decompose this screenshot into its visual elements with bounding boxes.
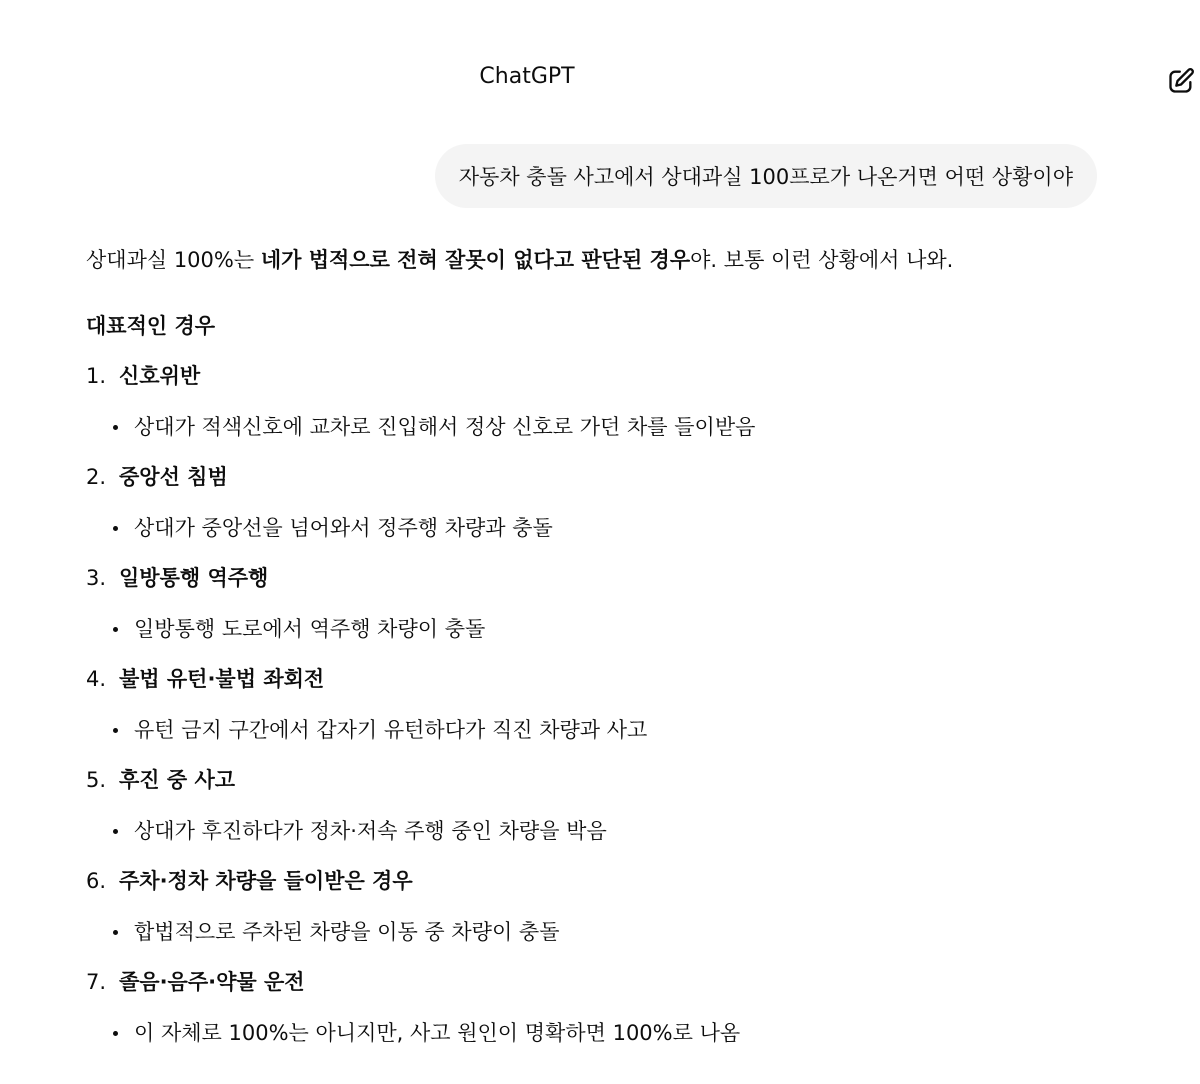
list-item-detail-text: 합법적으로 주차된 차량을 이동 중 차량이 충돌 — [134, 920, 560, 944]
list-item-title — [86, 457, 1146, 497]
user-message-text: 자동차 충돌 사고에서 상대과실 100프로가 나온거면 어떤 상황이야 — [458, 165, 1073, 189]
intro-text-end: 야. 보통 이런 상황에서 나와. — [690, 248, 954, 272]
list-item-detail — [86, 609, 1146, 649]
list-item-detail-text: 상대가 중앙선을 넘어와서 정주행 차량과 충돌 — [134, 516, 553, 540]
list-item-title-text: 주차·정차 차량을 들이받은 경우 — [119, 869, 413, 893]
list-item-title — [86, 861, 1146, 901]
edit-icon — [1167, 67, 1195, 95]
list-item-detail — [86, 912, 1146, 952]
bullet-icon — [113, 829, 118, 834]
list-item-title-text: 신호위반 — [119, 364, 201, 388]
user-message-bubble — [435, 144, 1097, 208]
bullet-icon — [113, 627, 118, 632]
list-item-number: 6. — [86, 869, 107, 893]
list-item-number: 7. — [86, 970, 107, 994]
assistant-intro — [86, 240, 1146, 280]
list-item-detail-text: 일방통행 도로에서 역주행 차량이 충돌 — [134, 617, 486, 641]
assistant-message — [86, 240, 1146, 1053]
list-item-number: 1. — [86, 364, 107, 388]
section-heading: 대표적인 경우 — [86, 314, 216, 338]
list-item-title — [86, 962, 1146, 1002]
bullet-icon — [113, 930, 118, 935]
intro-text: 상대과실 100%는 — [86, 248, 261, 272]
list-item-detail — [86, 710, 1146, 750]
list-item-title-text: 불법 유턴·불법 좌회전 — [119, 667, 325, 691]
list-item-number: 2. — [86, 465, 107, 489]
list-item-title — [86, 659, 1146, 699]
bullet-icon — [113, 728, 118, 733]
list-item-detail-text: 상대가 후진하다가 정차·저속 주행 중인 차량을 박음 — [134, 819, 607, 843]
list-item-title — [86, 356, 1146, 396]
list-item-title-text: 중앙선 침범 — [119, 465, 228, 489]
list-item-title — [86, 760, 1146, 800]
list-item-detail — [86, 407, 1146, 447]
new-chat-button[interactable] — [1164, 64, 1198, 98]
list-item-detail-text: 유턴 금지 구간에서 갑자기 유턴하다가 직진 차량과 사고 — [134, 718, 648, 742]
list-item-detail-text: 상대가 적색신호에 교차로 진입해서 정상 신호로 가던 차를 들이받음 — [134, 415, 756, 439]
case-list — [86, 356, 1146, 1053]
list-item-title — [86, 558, 1146, 598]
list-item-detail — [86, 811, 1146, 851]
list-item-number: 5. — [86, 768, 107, 792]
list-item-title-text: 일방통행 역주행 — [119, 566, 269, 590]
bullet-icon — [113, 1031, 118, 1036]
list-item-detail — [86, 1013, 1146, 1053]
list-item-title-text: 후진 중 사고 — [119, 768, 236, 792]
list-item-detail — [86, 508, 1146, 548]
list-item-title-text: 졸음·음주·약물 운전 — [119, 970, 305, 994]
bullet-icon — [113, 526, 118, 531]
list-item-number: 3. — [86, 566, 107, 590]
intro-bold-text: 네가 법적으로 전혀 잘못이 없다고 판단된 경우 — [260, 248, 691, 272]
list-item-detail-text: 이 자체로 100%는 아니지만, 사고 원인이 명확하면 100%로 나옴 — [134, 1021, 741, 1045]
bullet-icon — [113, 425, 118, 430]
list-item-number: 4. — [86, 667, 107, 691]
page-title: ChatGPT — [479, 64, 575, 89]
